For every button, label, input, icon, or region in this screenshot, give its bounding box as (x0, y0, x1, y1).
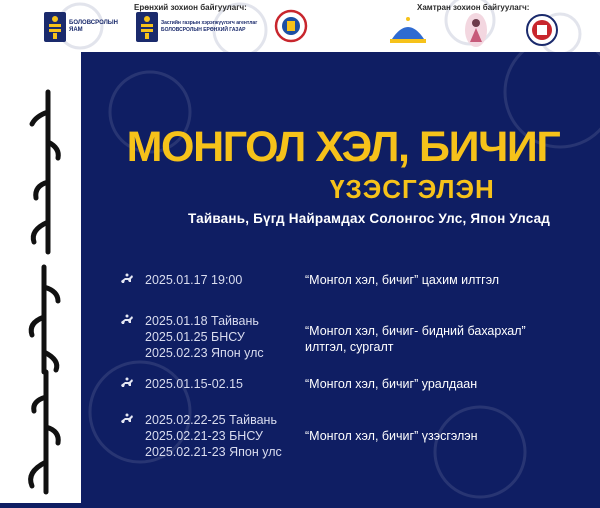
schedule-description (305, 272, 499, 288)
dome-building-icon (386, 13, 430, 45)
date-line: 2025.01.15-02.15 (145, 377, 244, 391)
ministry-logo-line-1: БОЛОВСРОЛЫН (69, 20, 119, 26)
description-line: илтгэл, сургалт (305, 340, 394, 354)
agency-logo-line-1: Засгийн газрын хэрэгжүүлэгч агентлаг (161, 20, 258, 26)
date-line: 2025.01.17 19:00 (145, 273, 243, 287)
schedule-dates (145, 412, 282, 460)
horse-rider-icon (119, 376, 135, 390)
agency-logo-line-2: БОЛОВСРОЛЫН ЕРӨНХИЙ ГАЗАР (161, 27, 246, 33)
soyombo-emblem-icon (44, 12, 66, 42)
agency-logo (136, 12, 257, 42)
event-subtitle: ҮЗЭСГЭЛЭН (330, 174, 495, 204)
event-countries: Тайвань, Бүгд Найрамдах Солонгос Улс, Япон Улсад (188, 211, 551, 226)
date-line: 2025.02.23 Япон улс (145, 346, 264, 360)
event-title: МОНГОЛ ХЭЛ, БИЧИГ (126, 123, 560, 171)
description-line: “Монгол хэл, бичиг” цахим илтгэл (305, 273, 500, 287)
date-line: 2025.01.25 БНСУ (145, 330, 245, 344)
figure-badge-icon (464, 12, 488, 48)
description-line: “Монгол хэл, бичиг- бидний бахархал” (305, 324, 526, 338)
mongolian-calligraphy-icon (0, 52, 81, 503)
schedule-dates (145, 272, 242, 288)
poster-body (0, 52, 600, 503)
round-emblem-icon (525, 13, 559, 47)
date-line: 2025.02.22-25 Тайвань (145, 413, 277, 427)
round-seal-icon (274, 9, 308, 43)
date-line: 2025.02.21-23 БНСУ (145, 429, 263, 443)
date-line: 2025.02.21-23 Япон улс (145, 445, 282, 459)
schedule-description (305, 376, 477, 392)
ministry-logo-line-2: ЯАМ (69, 27, 83, 33)
lead-organizer-label: Ерөнхий зохион байгуулагч: (134, 3, 247, 12)
horse-rider-icon (119, 412, 135, 426)
description-line: “Монгол хэл, бичиг” үзэсгэлэн (305, 429, 478, 443)
horse-rider-icon (119, 313, 135, 327)
co-organizer-label: Хамтран зохион байгуулагч: (417, 3, 530, 12)
schedule-dates (145, 313, 264, 361)
soyombo-emblem-icon (136, 12, 158, 42)
background-ornaments (0, 52, 600, 503)
header-bar (0, 0, 600, 52)
schedule-description (305, 428, 478, 444)
ministry-logo (44, 12, 118, 42)
schedule-dates (145, 376, 243, 392)
description-line: “Монгол хэл, бичиг” уралдаан (305, 377, 478, 391)
horse-rider-icon (119, 272, 135, 286)
mongolian-script-strip (0, 52, 81, 503)
date-line: 2025.01.18 Тайвань (145, 314, 259, 328)
schedule-description (305, 323, 526, 355)
